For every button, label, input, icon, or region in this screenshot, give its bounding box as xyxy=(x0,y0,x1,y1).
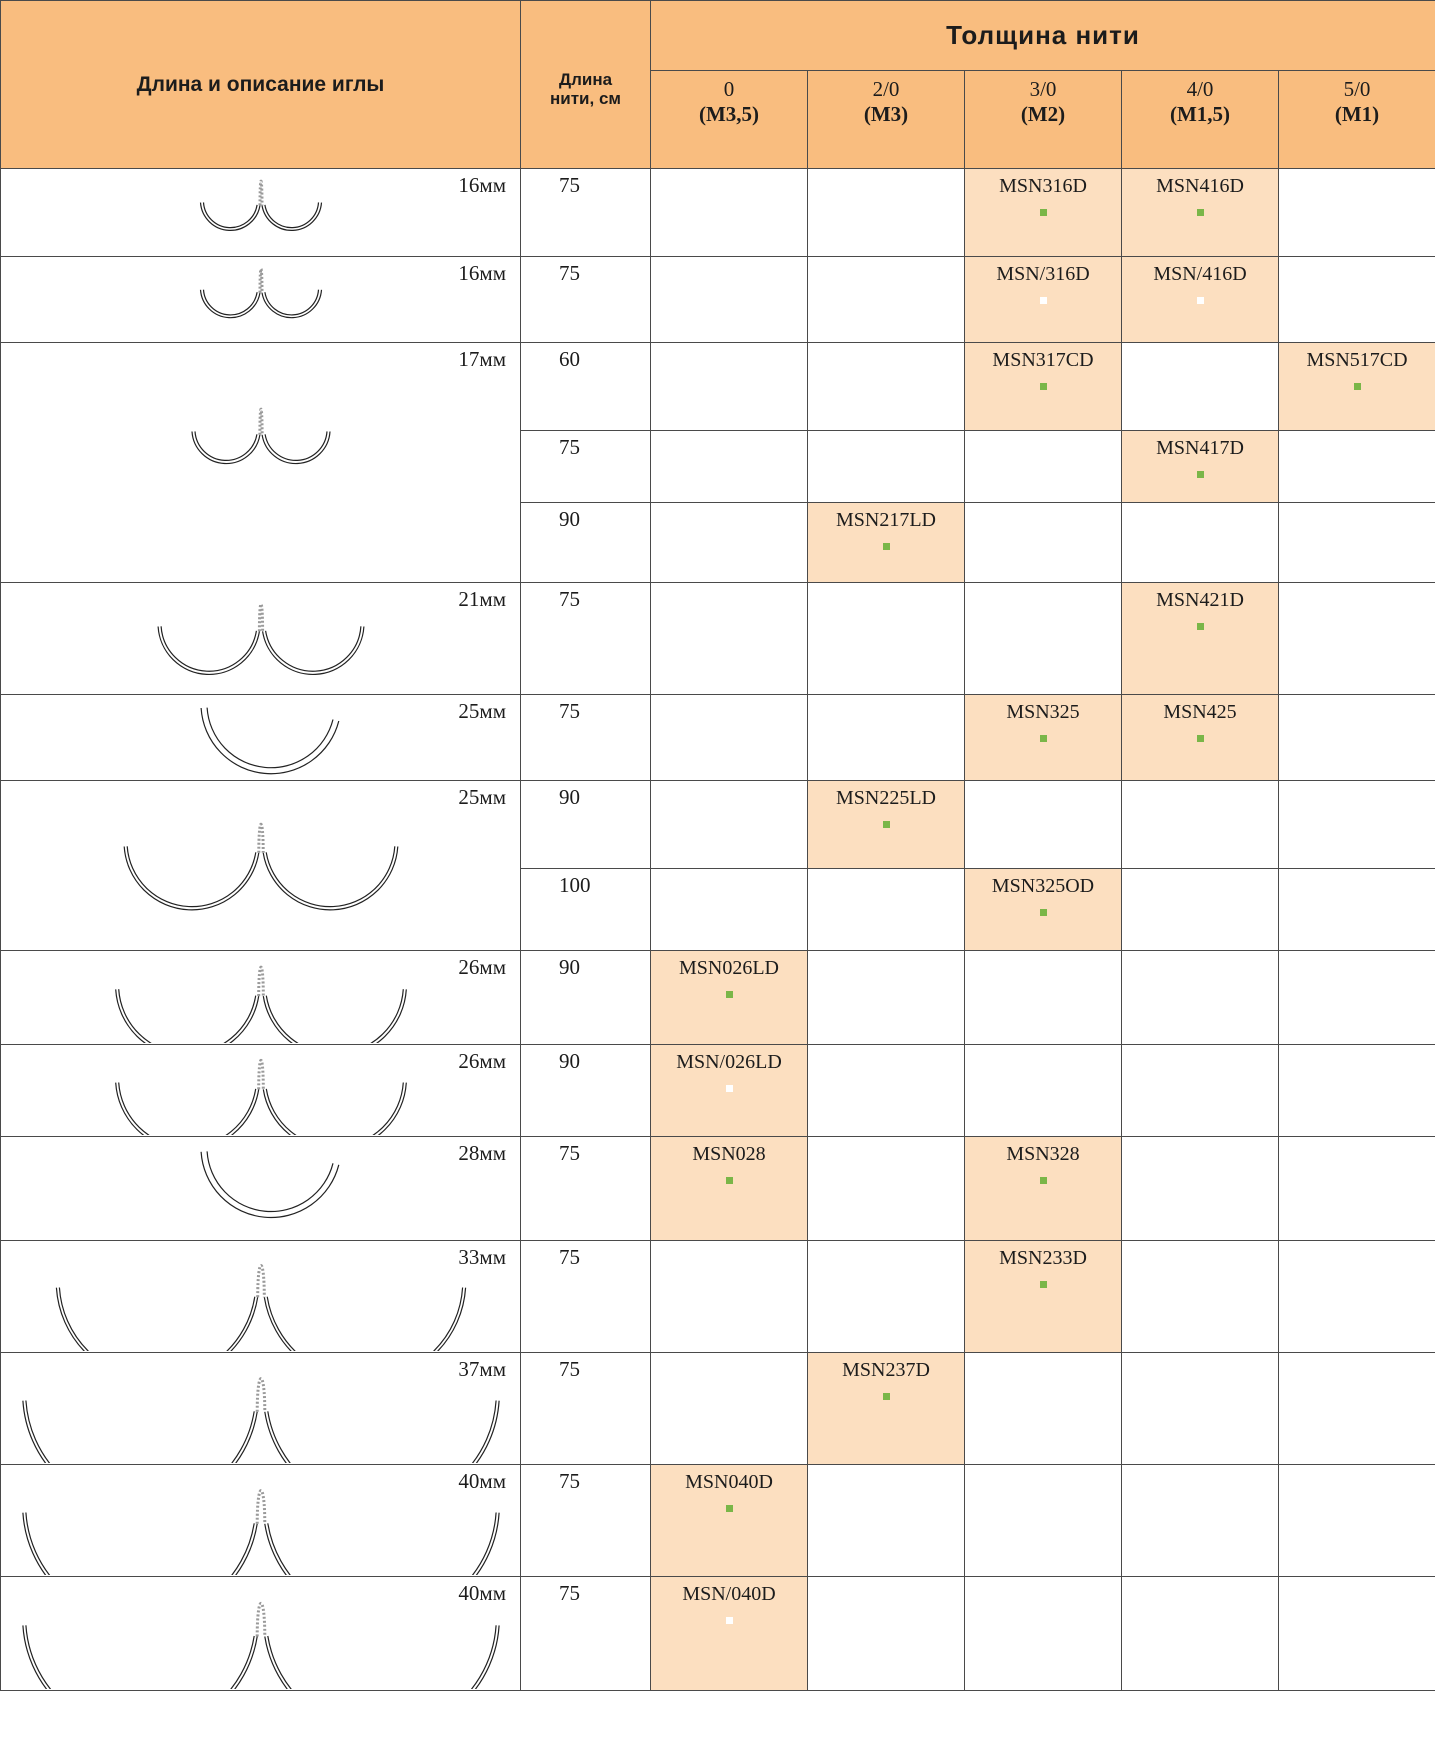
double-needle-icon xyxy=(1,257,521,341)
thread-length-cell: 75 xyxy=(521,1577,651,1691)
thread-length-cell: 100 xyxy=(521,869,651,951)
availability-marker-icon xyxy=(1197,623,1204,630)
thread-length-cell: 90 xyxy=(521,503,651,583)
availability-marker-icon xyxy=(1040,1177,1047,1184)
empty-cell xyxy=(1122,1137,1279,1241)
product-code: MSN225LD xyxy=(835,787,936,809)
availability-marker-icon xyxy=(1197,471,1204,478)
empty-cell xyxy=(1279,583,1435,695)
empty-cell xyxy=(1122,343,1279,431)
product-code-cell xyxy=(808,781,965,869)
empty-cell xyxy=(808,1045,965,1137)
needle-cell xyxy=(1,583,521,695)
empty-cell xyxy=(808,1465,965,1577)
empty-cell xyxy=(1279,431,1435,503)
empty-cell xyxy=(1279,1465,1435,1577)
needle-length-label: 40мм xyxy=(458,1469,506,1493)
table-row xyxy=(1,1045,1435,1137)
table-row xyxy=(1,781,1435,869)
header-size-0 xyxy=(651,71,808,169)
empty-cell xyxy=(808,1137,965,1241)
empty-cell xyxy=(1279,503,1435,583)
thread-length-cell: 75 xyxy=(521,1353,651,1465)
product-code-cell xyxy=(1122,257,1279,343)
availability-marker-icon xyxy=(883,821,890,828)
needle-length-label: 40мм xyxy=(458,1581,506,1605)
product-code-cell xyxy=(1122,583,1279,695)
thread-length-cell: 75 xyxy=(521,257,651,343)
needle-cell xyxy=(1,695,521,781)
empty-cell xyxy=(965,1577,1122,1691)
availability-marker-icon xyxy=(726,1617,733,1624)
needle-length-label: 33мм xyxy=(458,1245,506,1269)
empty-cell xyxy=(1279,169,1435,257)
table-row xyxy=(1,951,1435,1045)
empty-cell xyxy=(808,1577,965,1691)
table-row xyxy=(1,343,1435,431)
table-row xyxy=(1,1241,1435,1353)
thread-length-cell: 90 xyxy=(521,781,651,869)
empty-cell xyxy=(965,781,1122,869)
table-row xyxy=(1,257,1435,343)
product-code: MSN/040D xyxy=(682,1583,776,1605)
product-code-cell xyxy=(1122,169,1279,257)
product-code: MSN316D xyxy=(999,175,1087,197)
needle-length-label: 25мм xyxy=(458,785,506,809)
product-code-cell xyxy=(1122,695,1279,781)
empty-cell xyxy=(651,169,808,257)
header-thread-thickness: Толщина нити xyxy=(651,1,1435,71)
table-row xyxy=(1,583,1435,695)
empty-cell xyxy=(808,695,965,781)
product-code: MSN237D xyxy=(842,1359,930,1381)
needle-cell xyxy=(1,781,521,951)
empty-cell xyxy=(808,583,965,695)
empty-cell xyxy=(808,169,965,257)
empty-cell xyxy=(651,583,808,695)
product-code: MSN517CD xyxy=(1306,349,1408,371)
double-needle-icon xyxy=(1,1045,521,1135)
header-size-1 xyxy=(808,71,965,169)
needle-cell xyxy=(1,343,521,583)
double-needle-icon xyxy=(1,1353,521,1463)
double-needle-icon xyxy=(1,1465,521,1575)
table-row xyxy=(1,1577,1435,1691)
needle-cell xyxy=(1,1045,521,1137)
empty-cell xyxy=(1122,1045,1279,1137)
table-row xyxy=(1,1465,1435,1577)
availability-marker-icon xyxy=(726,1085,733,1092)
double-needle-icon xyxy=(1,1241,521,1351)
empty-cell xyxy=(808,431,965,503)
product-code: MSN/416D xyxy=(1153,263,1247,285)
needle-length-label: 16мм xyxy=(458,173,506,197)
header-size-2 xyxy=(965,71,1122,169)
size-metric: (М1) xyxy=(1334,102,1380,126)
product-code-cell xyxy=(965,343,1122,431)
product-code: MSN416D xyxy=(1156,175,1244,197)
needle-length-label: 28мм xyxy=(458,1141,506,1165)
header-thread-length-line2: нити, см xyxy=(550,88,621,108)
product-code-cell xyxy=(965,869,1122,951)
double-needle-icon xyxy=(1,781,521,949)
double-needle-icon xyxy=(1,951,521,1043)
empty-cell xyxy=(1122,1353,1279,1465)
header-row-top xyxy=(1,1,1435,71)
empty-cell xyxy=(965,583,1122,695)
availability-marker-icon xyxy=(1040,909,1047,916)
product-code: MSN317CD xyxy=(992,349,1094,371)
availability-marker-icon xyxy=(1197,735,1204,742)
empty-cell xyxy=(1122,503,1279,583)
double-needle-icon xyxy=(1,343,521,581)
availability-marker-icon xyxy=(726,1177,733,1184)
size-metric: (М3) xyxy=(863,102,909,126)
empty-cell xyxy=(651,431,808,503)
empty-cell xyxy=(965,951,1122,1045)
needle-cell xyxy=(1,257,521,343)
empty-cell xyxy=(1279,951,1435,1045)
product-code-cell xyxy=(651,1465,808,1577)
needle-cell xyxy=(1,1137,521,1241)
product-code: MSN328 xyxy=(1006,1143,1080,1165)
needle-length-label: 37мм xyxy=(458,1357,506,1381)
needle-length-label: 21мм xyxy=(458,587,506,611)
empty-cell xyxy=(1279,781,1435,869)
size-usp: 2/0 xyxy=(872,77,900,101)
product-code-cell xyxy=(965,169,1122,257)
availability-marker-icon xyxy=(1354,383,1361,390)
product-code-cell xyxy=(965,1137,1122,1241)
thread-length-cell: 90 xyxy=(521,1045,651,1137)
empty-cell xyxy=(965,431,1122,503)
empty-cell xyxy=(965,1045,1122,1137)
header-size-4 xyxy=(1279,71,1435,169)
product-code: MSN421D xyxy=(1156,589,1244,611)
header-needle-description: Длина и описание иглы xyxy=(1,1,521,169)
availability-marker-icon xyxy=(883,1393,890,1400)
needle-length-label: 25мм xyxy=(458,699,506,723)
table-row xyxy=(1,1353,1435,1465)
availability-marker-icon xyxy=(1040,297,1047,304)
empty-cell xyxy=(808,343,965,431)
needle-cell xyxy=(1,1465,521,1577)
availability-marker-icon xyxy=(1040,735,1047,742)
thread-length-cell: 90 xyxy=(521,951,651,1045)
empty-cell xyxy=(1279,257,1435,343)
availability-marker-icon xyxy=(1197,297,1204,304)
empty-cell xyxy=(651,503,808,583)
size-usp: 4/0 xyxy=(1186,77,1214,101)
empty-cell xyxy=(1279,869,1435,951)
empty-cell xyxy=(1122,1577,1279,1691)
empty-cell xyxy=(965,1465,1122,1577)
availability-marker-icon xyxy=(1040,209,1047,216)
table-row xyxy=(1,1137,1435,1241)
header-thread-length xyxy=(521,1,651,169)
product-code-cell xyxy=(651,1577,808,1691)
needle-cell xyxy=(1,1241,521,1353)
product-code-cell xyxy=(808,503,965,583)
empty-cell xyxy=(808,869,965,951)
product-code: MSN/316D xyxy=(996,263,1090,285)
empty-cell xyxy=(808,1241,965,1353)
empty-cell xyxy=(1279,1241,1435,1353)
needle-cell xyxy=(1,169,521,257)
size-usp: 0 xyxy=(723,77,735,101)
empty-cell xyxy=(808,257,965,343)
needle-length-label: 16мм xyxy=(458,261,506,285)
availability-marker-icon xyxy=(726,991,733,998)
product-code-cell xyxy=(965,695,1122,781)
product-code-cell xyxy=(808,1353,965,1465)
empty-cell xyxy=(808,951,965,1045)
empty-cell xyxy=(1279,1045,1435,1137)
empty-cell xyxy=(651,695,808,781)
header-thread-length-line1: Длина xyxy=(558,69,613,89)
product-code: MSN233D xyxy=(999,1247,1087,1269)
empty-cell xyxy=(651,1353,808,1465)
thread-length-cell: 75 xyxy=(521,583,651,695)
empty-cell xyxy=(651,257,808,343)
product-code: MSN325 xyxy=(1006,701,1080,723)
empty-cell xyxy=(965,1353,1122,1465)
product-code: MSN028 xyxy=(692,1143,766,1165)
thread-length-cell: 75 xyxy=(521,1137,651,1241)
needle-length-label: 26мм xyxy=(458,955,506,979)
product-code: MSN026LD xyxy=(678,957,779,979)
product-code-cell xyxy=(651,1045,808,1137)
needle-cell xyxy=(1,1577,521,1691)
product-code-cell xyxy=(1279,343,1435,431)
empty-cell xyxy=(1279,695,1435,781)
size-usp: 5/0 xyxy=(1343,77,1371,101)
empty-cell xyxy=(1122,781,1279,869)
double-needle-icon xyxy=(1,169,521,255)
size-metric: (М2) xyxy=(1020,102,1066,126)
thread-length-cell: 75 xyxy=(521,169,651,257)
thread-length-cell: 75 xyxy=(521,1465,651,1577)
availability-marker-icon xyxy=(1197,209,1204,216)
thread-length-cell: 75 xyxy=(521,1241,651,1353)
availability-marker-icon xyxy=(1040,1281,1047,1288)
product-code-cell xyxy=(1122,431,1279,503)
product-code: MSN325OD xyxy=(991,875,1095,897)
double-needle-icon xyxy=(1,1577,521,1689)
product-code: MSN/026LD xyxy=(676,1051,782,1073)
table-row xyxy=(1,169,1435,257)
empty-cell xyxy=(1279,1353,1435,1465)
product-code: MSN417D xyxy=(1156,437,1244,459)
product-code: MSN425 xyxy=(1163,701,1237,723)
empty-cell xyxy=(1279,1137,1435,1241)
product-code: MSN217LD xyxy=(835,509,936,531)
availability-marker-icon xyxy=(726,1505,733,1512)
availability-marker-icon xyxy=(1040,383,1047,390)
availability-marker-icon xyxy=(883,543,890,550)
empty-cell xyxy=(965,503,1122,583)
table-row xyxy=(1,695,1435,781)
empty-cell xyxy=(1122,869,1279,951)
empty-cell xyxy=(1122,1465,1279,1577)
empty-cell xyxy=(1122,1241,1279,1353)
size-metric: (М1,5) xyxy=(1169,102,1231,126)
product-code-cell xyxy=(651,951,808,1045)
thread-length-cell: 75 xyxy=(521,695,651,781)
double-needle-icon xyxy=(1,583,521,693)
size-usp: 3/0 xyxy=(1029,77,1057,101)
empty-cell xyxy=(651,343,808,431)
needle-length-label: 26мм xyxy=(458,1049,506,1073)
thread-length-cell: 75 xyxy=(521,431,651,503)
needle-cell xyxy=(1,1353,521,1465)
needle-length-label: 17мм xyxy=(458,347,506,371)
size-metric: (М3,5) xyxy=(698,102,760,126)
single-needle-icon xyxy=(1,1137,521,1239)
product-code-cell xyxy=(965,257,1122,343)
needle-cell xyxy=(1,951,521,1045)
product-code: MSN040D xyxy=(685,1471,773,1493)
empty-cell xyxy=(651,869,808,951)
empty-cell xyxy=(1122,951,1279,1045)
thread-length-cell: 60 xyxy=(521,343,651,431)
product-code-cell xyxy=(965,1241,1122,1353)
product-code-cell xyxy=(651,1137,808,1241)
single-needle-icon xyxy=(1,695,521,779)
header-size-3 xyxy=(1122,71,1279,169)
empty-cell xyxy=(1279,1577,1435,1691)
empty-cell xyxy=(651,781,808,869)
empty-cell xyxy=(651,1241,808,1353)
